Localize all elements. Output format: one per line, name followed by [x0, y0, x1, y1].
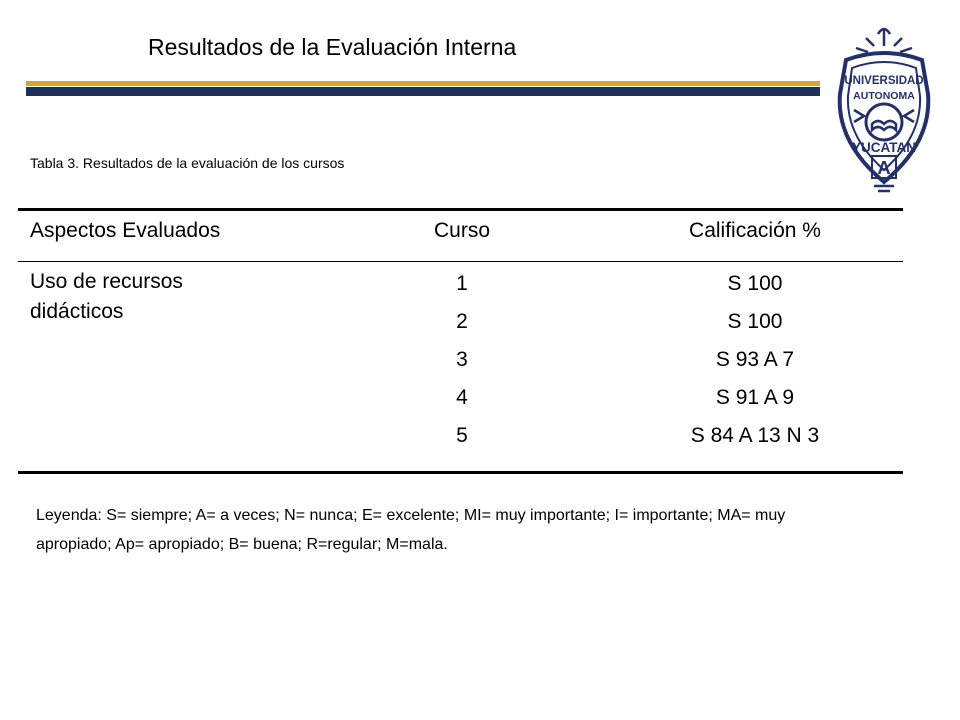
- curso-column: [400, 268, 524, 458]
- header-gold-rule: [26, 81, 820, 86]
- calificacion-column: [640, 268, 870, 458]
- table-header-rule: [18, 261, 903, 262]
- university-seal-logo: [826, 24, 942, 194]
- curso-cell: 2: [456, 310, 468, 333]
- legend-text: Leyenda: S= siempre; A= a veces; N= nunca; E= excelente; MI= muy importante; I= importante; MA= muy apropiado; Ap= apropiado; B= buena; R=regular; M=mala.: [36, 507, 786, 553]
- table-bottom-rule: [18, 471, 903, 474]
- calificacion-cell: S 93 A 7: [715, 348, 795, 371]
- calificacion-cell: S 84 A 13 N 3: [690, 424, 820, 447]
- table-top-rule: [18, 208, 903, 211]
- seal-top-text: UNIVERSIDAD: [844, 75, 924, 87]
- header-calificacion: Calificación %: [689, 219, 821, 242]
- seal-monogram: A: [877, 158, 891, 178]
- seal-middle-text: AUTONOMA: [853, 90, 915, 102]
- header-curso: Curso: [433, 219, 491, 242]
- calificacion-cell: S 100: [727, 272, 783, 295]
- page-title: Resultados de la Evaluación Interna: [148, 34, 517, 60]
- seal-bottom-text: YUCATAN: [852, 140, 916, 155]
- header-navy-rule: [26, 87, 820, 96]
- curso-cell: 4: [456, 386, 468, 409]
- aspect-cell: Uso de recursos didácticos: [30, 270, 183, 323]
- header-aspectos-evaluados: Aspectos Evaluados: [30, 219, 221, 242]
- curso-cell: 5: [456, 424, 468, 447]
- calificacion-cell: S 100: [727, 310, 783, 333]
- curso-cell: 1: [456, 272, 468, 295]
- curso-cell: 3: [456, 348, 468, 371]
- table-caption: Tabla 3. Resultados de la evaluación de los cursos: [30, 155, 345, 171]
- calificacion-cell: S 91 A 9: [715, 386, 795, 409]
